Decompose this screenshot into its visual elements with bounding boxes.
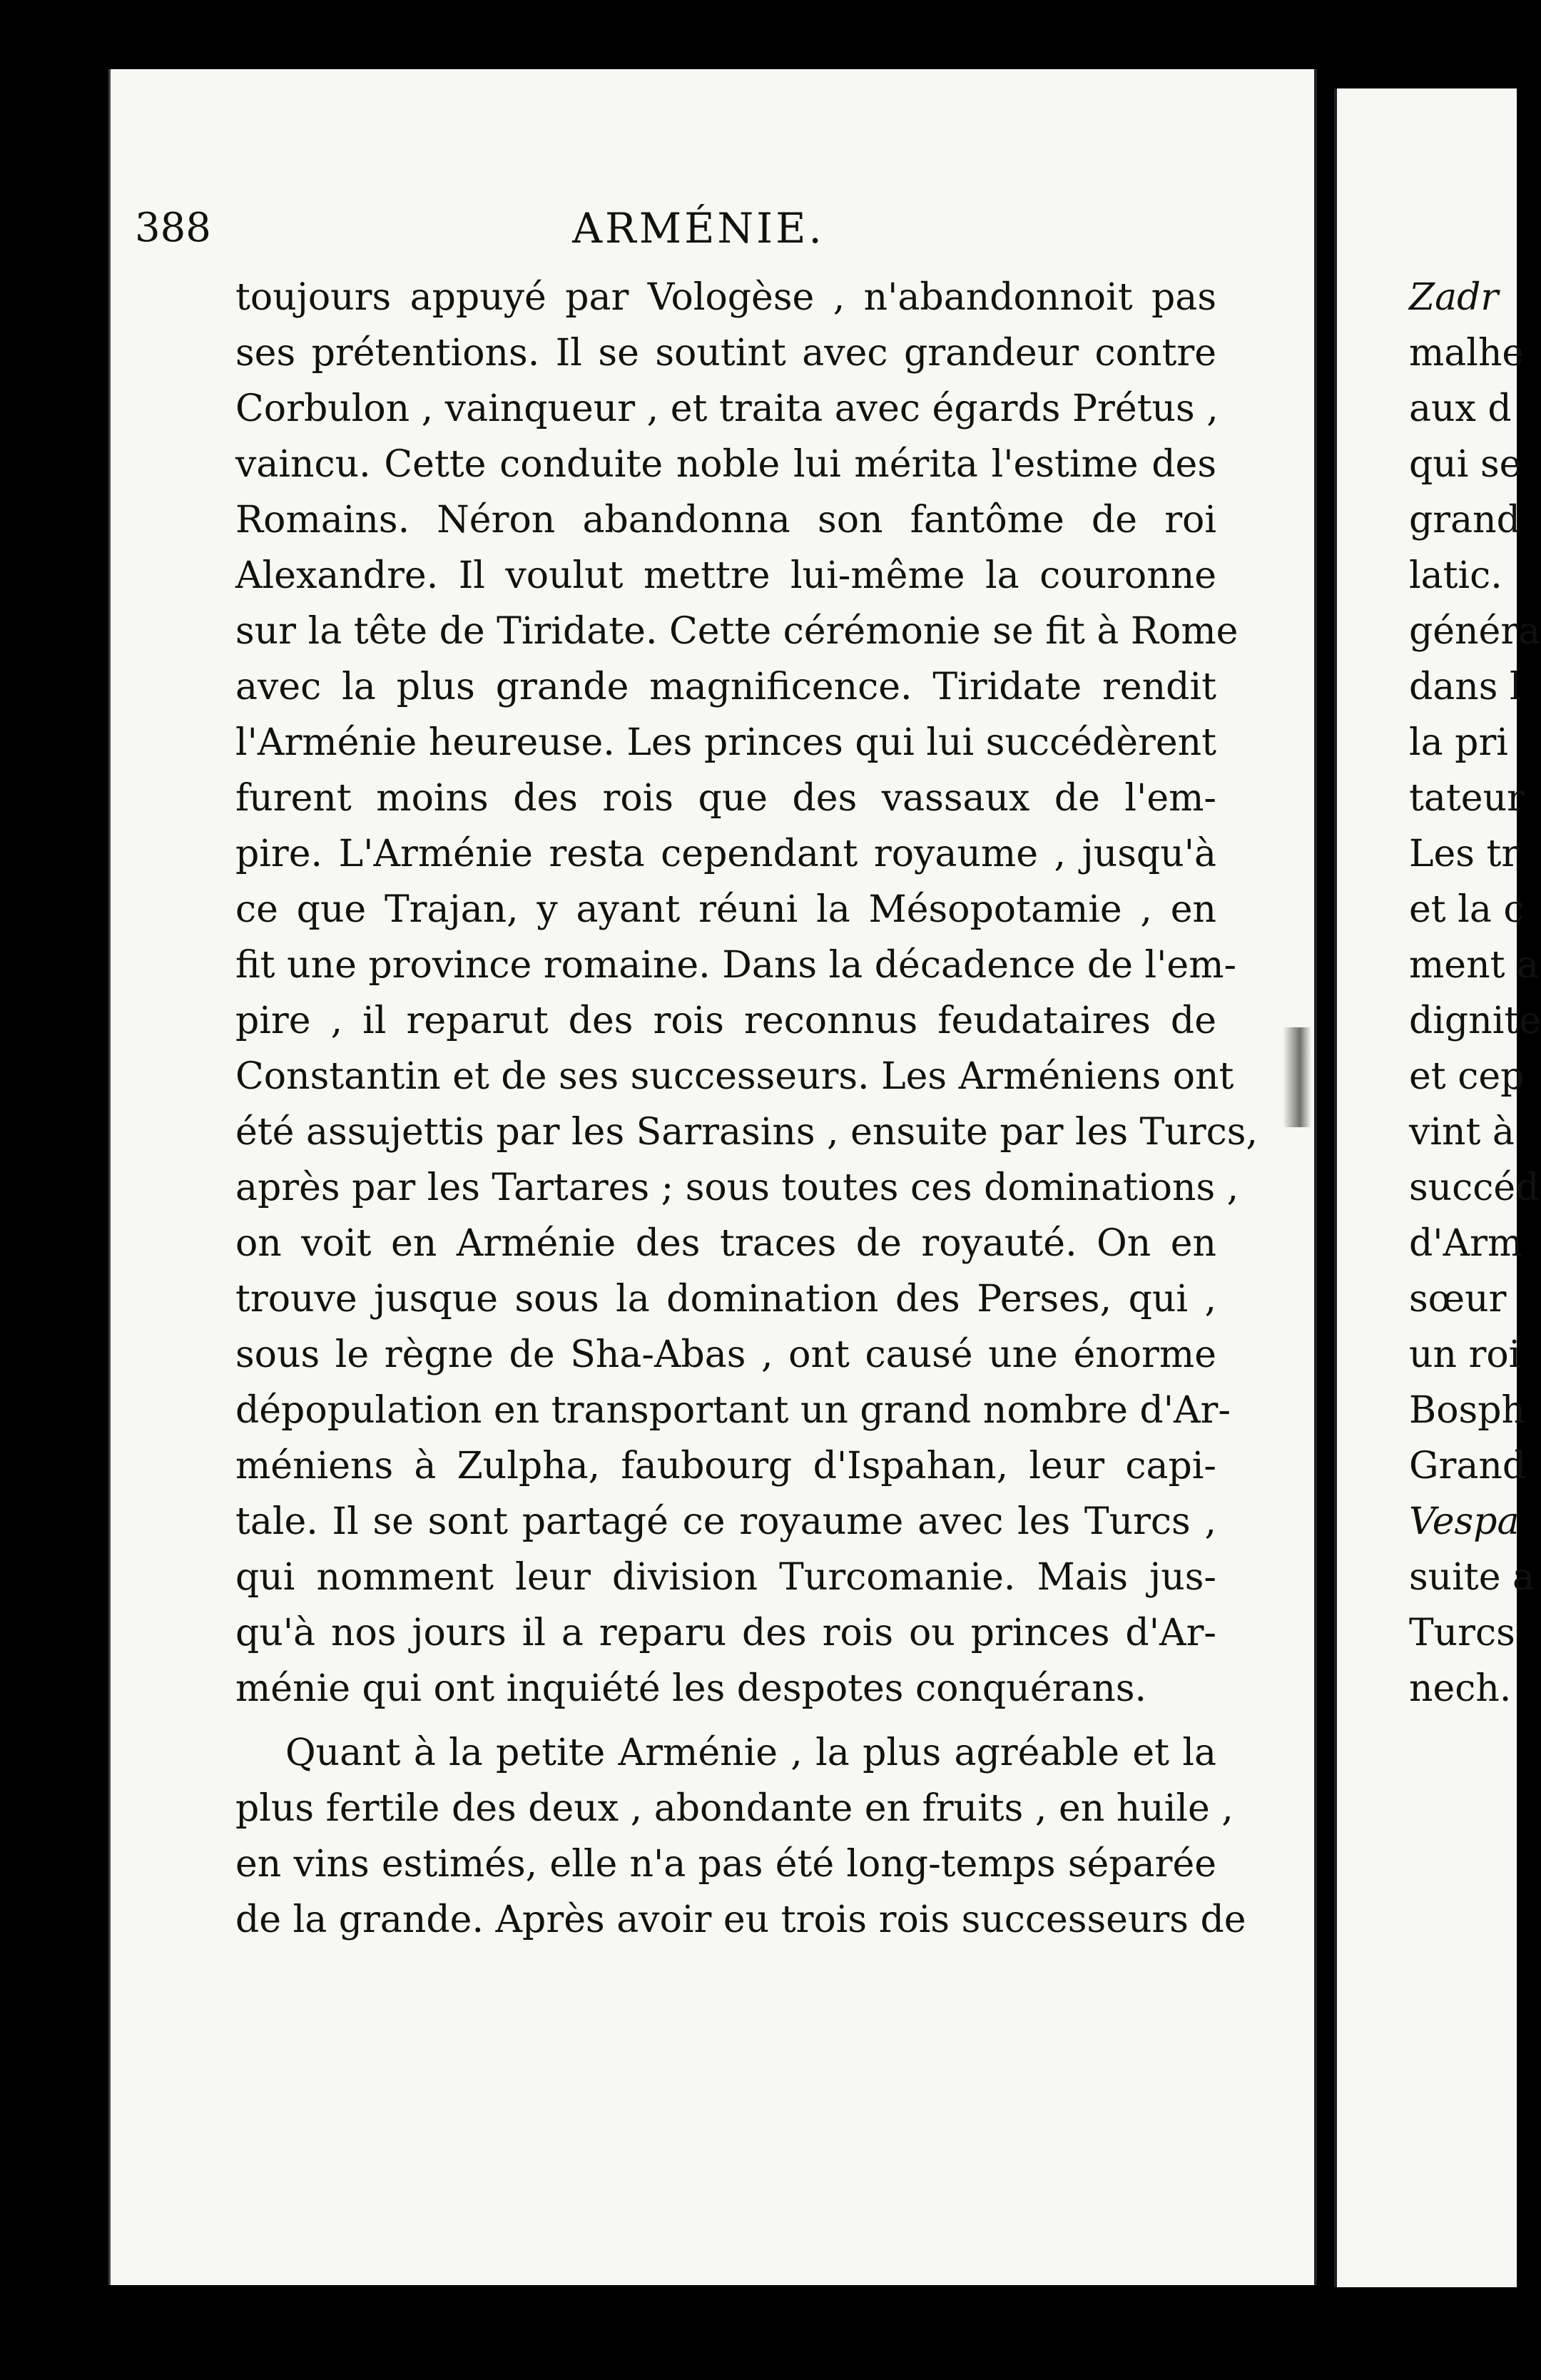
- text-line: trouve jusque sous la domination des Perses, qui ,: [235, 1278, 1216, 1321]
- right-text-line: Zadr: [1409, 276, 1499, 319]
- right-text-line: et la c: [1409, 888, 1525, 931]
- text-line: Romains. Néron abandonna son fantôme de roi: [235, 499, 1216, 541]
- right-text-line: dans l: [1409, 666, 1522, 708]
- text-line: Quant à la petite Arménie , la plus agréable et la: [285, 1731, 1216, 1774]
- right-text-line: Bosph: [1409, 1389, 1525, 1432]
- text-line: qui nomment leur division Turcomanie. Mais jus-: [235, 1556, 1216, 1599]
- right-text-line: sœur: [1409, 1278, 1507, 1321]
- text-line: après par les Tartares ; sous toutes ces dominations ,: [235, 1166, 1239, 1209]
- text-line: on voit en Arménie des traces de royauté. On en: [235, 1222, 1216, 1265]
- text-line: pire. L'Arménie resta cependant royaume , jusqu'à: [235, 833, 1216, 875]
- right-text-line: dignite: [1409, 1000, 1541, 1042]
- text-line: en vins estimés, elle n'a pas été long-temps séparée: [235, 1843, 1216, 1886]
- right-text-line: vint à: [1409, 1111, 1515, 1154]
- right-text-line: latic.: [1409, 554, 1502, 597]
- right-text-line: et cep: [1409, 1055, 1525, 1098]
- text-line: Corbulon , vainqueur , et traita avec égards Prétus ,: [235, 387, 1219, 430]
- text-line: Constantin et de ses successeurs. Les Arméniens ont: [235, 1055, 1234, 1098]
- text-line: été assujettis par les Sarrasins , ensuite par les Turcs,: [235, 1111, 1258, 1154]
- right-text-line: qui se: [1409, 443, 1522, 486]
- text-line: toujours appuyé par Vologèse , n'abandonnoit pas: [235, 276, 1216, 319]
- right-text-line: grand: [1409, 499, 1520, 541]
- right-text-line: suite a: [1409, 1556, 1535, 1599]
- right-text-line: Vespa: [1409, 1500, 1520, 1543]
- right-text-line: aux d: [1409, 387, 1512, 430]
- right-text-line: malhe: [1409, 332, 1525, 375]
- text-line: sur la tête de Tiridate. Cette cérémonie se fit à Rome: [235, 610, 1239, 653]
- body-text: [235, 270, 1258, 1948]
- right-text-line: Grand: [1409, 1445, 1527, 1488]
- right-text-line: la pri: [1409, 721, 1508, 764]
- right-text-line: succéd: [1409, 1166, 1540, 1209]
- text-line: ses prétentions. Il se soutint avec grandeur contre: [235, 332, 1216, 375]
- text-line: Alexandre. Il voulut mettre lui-même la couronne: [235, 554, 1216, 597]
- text-line: plus fertile des deux , abondante en fruits , en huile ,: [235, 1787, 1234, 1830]
- right-text-line: Les tr: [1409, 833, 1520, 875]
- text-line: qu'à nos jours il a reparu des rois ou princes d'Ar-: [235, 1612, 1216, 1654]
- right-text-line: ment a: [1409, 944, 1539, 987]
- text-line: tale. Il se sont partagé ce royaume avec les Turcs ,: [235, 1500, 1216, 1543]
- gutter-shadow: [1283, 1027, 1311, 1127]
- text-line: ménie qui ont inquiété les despotes conquérans.: [235, 1667, 1147, 1710]
- running-title: ARMÉNIE.: [572, 204, 825, 253]
- text-line: ce que Trajan, y ayant réuni la Mésopotamie , en: [235, 888, 1216, 931]
- text-line: méniens à Zulpha, faubourg d'Ispahan, leur capi-: [235, 1445, 1216, 1488]
- text-line: pire , il reparut des rois reconnus feudataires de: [235, 1000, 1216, 1042]
- page-header: [135, 200, 1219, 257]
- right-text-line: nech.: [1409, 1667, 1512, 1710]
- right-text-line: Turcs: [1409, 1612, 1515, 1654]
- text-line: de la grande. Après avoir eu trois rois successeurs de: [235, 1898, 1246, 1941]
- text-line: avec la plus grande magnificence. Tiridate rendit: [235, 666, 1216, 708]
- text-line: furent moins des rois que des vassaux de l'em-: [235, 777, 1216, 820]
- page-number: 388: [135, 205, 211, 251]
- text-line: fit une province romaine. Dans la décadence de l'em-: [235, 944, 1237, 987]
- text-line: l'Arménie heureuse. Les princes qui lui succédèrent: [235, 721, 1216, 764]
- right-page-text: [1409, 270, 1541, 1717]
- right-text-line: d'Arm: [1409, 1222, 1523, 1265]
- right-text-line: généra: [1409, 610, 1541, 653]
- right-text-line: tateur: [1409, 777, 1525, 820]
- text-line: sous le règne de Sha-Abas , ont causé une énorme: [235, 1333, 1216, 1376]
- right-text-line: un roi: [1409, 1333, 1521, 1376]
- text-line: vaincu. Cette conduite noble lui mérita l'estime des: [235, 443, 1216, 486]
- text-line: dépopulation en transportant un grand nombre d'Ar-: [235, 1389, 1231, 1432]
